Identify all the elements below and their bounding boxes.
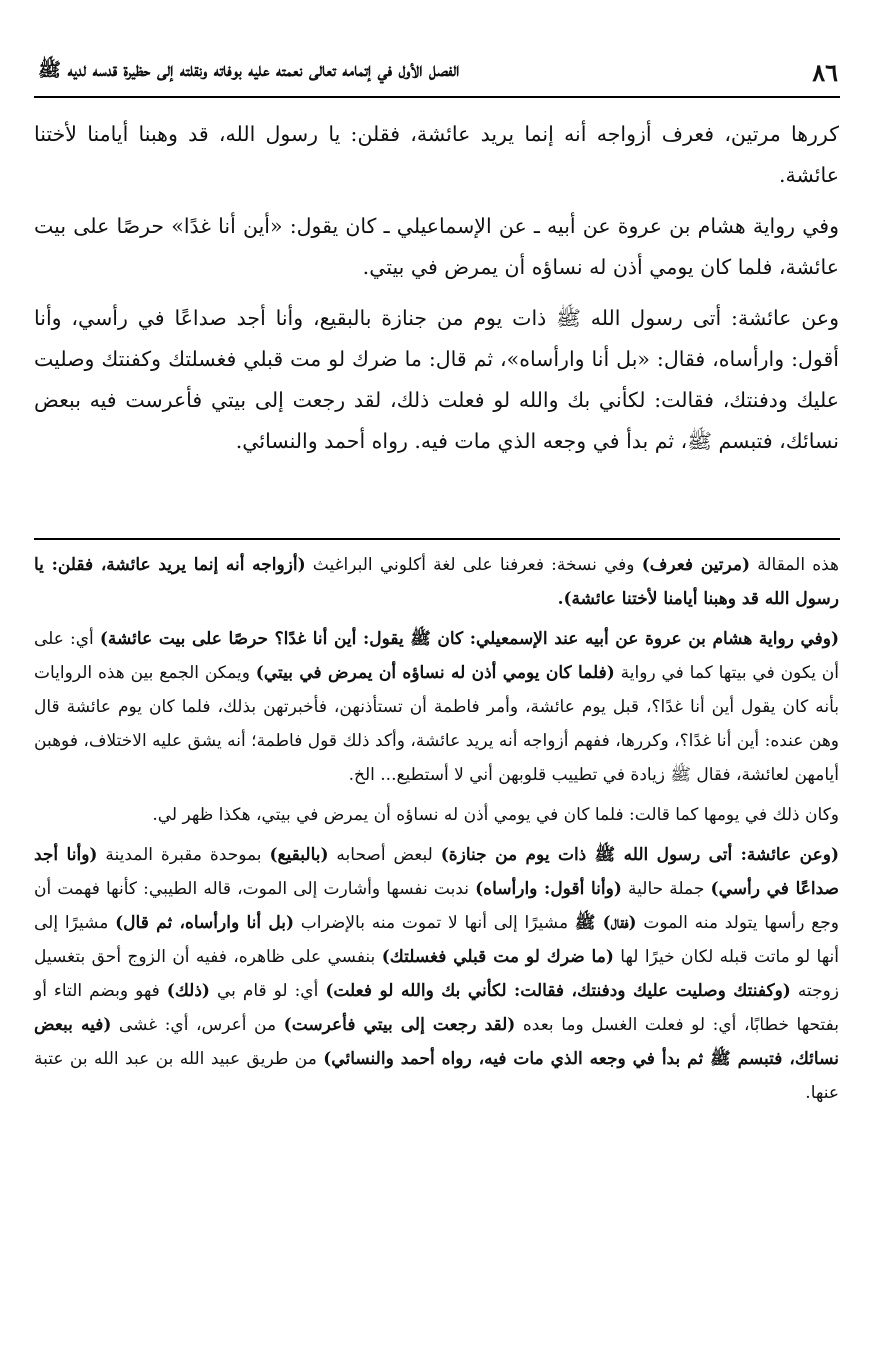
commentary-text-span: وفي نسخة: فعرفنا على لغة أكلوني البراغيث: [305, 555, 642, 575]
quoted-phrase: (وأنا أقول: وارأساه): [475, 879, 622, 899]
commentary-divider: [34, 538, 840, 540]
commentary-text-span: مشيرًا إلى أنها لا تموت منه بالإضراب: [294, 913, 575, 933]
commentary-paragraph: [34, 622, 839, 792]
quoted-phrase: (وأنا أجد صداعًا في رأسي): [34, 845, 839, 899]
commentary-paragraph: [34, 548, 839, 616]
main-paragraph: وفي رواية هشام بن عروة عن أبيه ـ عن الإسماعيلي ـ كان يقول: «أين أنا غدًا» حرصًا على بيت عائشة، فلما كان يومي أذن له نساؤه أن يمرض في بيتي.: [34, 214, 839, 279]
commentary-text-span: فهو وبضم التاء أو بفتحها خطابًا، أي: لو فعلت الغسل وما بعده: [34, 981, 839, 1035]
quoted-phrase: (ذلك): [166, 981, 210, 1001]
quoted-phrase: (بالبقيع): [269, 845, 329, 865]
quoted-phrase: (فقال) ﷺ: [574, 913, 637, 933]
commentary-text-span: هذه المقالة: [750, 555, 839, 575]
commentary-text-span: لبعض أصحابه: [328, 845, 441, 865]
quoted-phrase: (بل أنا وارأساه، ثم قال): [115, 913, 295, 933]
quoted-phrase: (وفي رواية هشام بن عروة عن أبيه عند الإسمعيلي: كان ﷺ يقول: أين أنا غدًا؟ حرصًا على بيت عائشة): [99, 629, 840, 649]
quoted-phrase: (مرتين فعرف): [641, 555, 751, 575]
main-text: [34, 114, 839, 462]
quoted-phrase: (فلما كان يومي أذن له نساؤه أن يمرض في بيتي): [255, 663, 615, 683]
commentary-text-span: مشيرًا إلى أنها لو ماتت قبله لكان خيرًا لها: [34, 913, 840, 967]
commentary-text-span: ندبت نفسها وأشارت إلى الموت، قاله الطيبي: كأنها فهمت أن وجع رأسها يتولد منه الموت: [34, 879, 840, 933]
commentary-text-span: ويمكن الجمع بين هذه الروايات بأنه كان يقول أين أنا غدًا؟، قبل يوم عائشة، وأمر فاطمة أن تستأذنهن، فأخبرتهن بذلك، فلما كان يوم عائشة قال وهن عنده: أين أنا غدًا؟، وكررها، ففهم أزواجه أنه يريد عائشة، وأكد ذلك قول فاطمة؛ أنه يشق عليه الاختلاف، فوهبن أيامهن لعائشة، فقال ﷺ زيادة في تطييب قلوبهن أني لا أستطيع... الخ.: [34, 663, 839, 785]
commentary-text-span: بموحدة مقبرة المدينة: [97, 845, 270, 865]
commentary-text-span: أي: على أن يكون في بيتها كما في رواية: [34, 629, 839, 683]
commentary-text-span: من أعرس، أي: غشى: [111, 1015, 284, 1035]
quoted-phrase: (لقد رجعت إلى بيتي فأعرست): [283, 1015, 516, 1035]
quoted-phrase: (فيه ببعض نسائك، فتبسم ﷺ ثم بدأ في وجعه الذي مات فيه، رواه أحمد والنسائي): [34, 1015, 839, 1069]
commentary-paragraph: [34, 838, 839, 1110]
commentary-text-span: جملة حالية: [621, 879, 711, 899]
page-number: ٨٦: [812, 57, 838, 87]
quoted-phrase: (ما ضرك لو مت قبلي فغسلتك): [381, 947, 614, 967]
commentary-paragraph: وكان ذلك في يومها كما قالت: فلما كان في يومي أذن له نساؤه أن يمرض في بيتي، هكذا ظهر لي.: [152, 805, 839, 825]
quoted-phrase: (أزواجه أنه إنما يريد عائشة، فقلن: يا رسول الله قد وهبنا أيامنا لأختنا عائشة).: [34, 555, 839, 609]
commentary-text-span: بنفسي على ظاهره، ففيه أن الزوج أحق بتغسيل زوجته: [34, 947, 839, 1001]
running-header: [38, 50, 838, 94]
quoted-phrase: (وعن عائشة: أتى رسول الله ﷺ ذات يوم من جنازة): [440, 845, 839, 865]
quoted-phrase: (وكفنتك وصليت عليك ودفنتك، فقالت: لكأني بك والله لو فعلت): [325, 981, 791, 1001]
header-divider: [34, 96, 840, 98]
commentary-text-span: من طريق عبيد الله بن عبد الله بن عتبة عنها.: [34, 1049, 839, 1103]
main-paragraph: وعن عائشة: أتى رسول الله ﷺ ذات يوم من جنازة بالبقيع، وأنا أجد صداعًا في رأسي، وأنا أقول: وارأساه، فقال: «بل أنا وارأساه»، ثم قال: ما ضرك لو مت قبلي فغسلتك وكفنتك وصليت عليك ودفنتك، فقالت: لكأني بك والله لو فعلت ذلك، لقد رجعت إلى بيتي فأعرست فيه ببعض نسائك، فتبسم ﷺ، ثم بدأ في وجعه الذي مات فيه. رواه أحمد والنسائي.: [34, 306, 839, 453]
chapter-title: الفصل الأول في إتمامه تعالى نعمته عليه بوفاته ونقلته إلى حظيرة قدسه لديه ﷺ: [38, 59, 460, 81]
main-paragraph: كررها مرتين، فعرف أزواجه أنه إنما يريد عائشة، فقلن: يا رسول الله، قد وهبنا أيامنا لأختنا عائشة.: [34, 122, 839, 187]
commentary-text-span: أي: لو قام بي: [209, 981, 326, 1001]
commentary-text: [34, 548, 839, 1110]
